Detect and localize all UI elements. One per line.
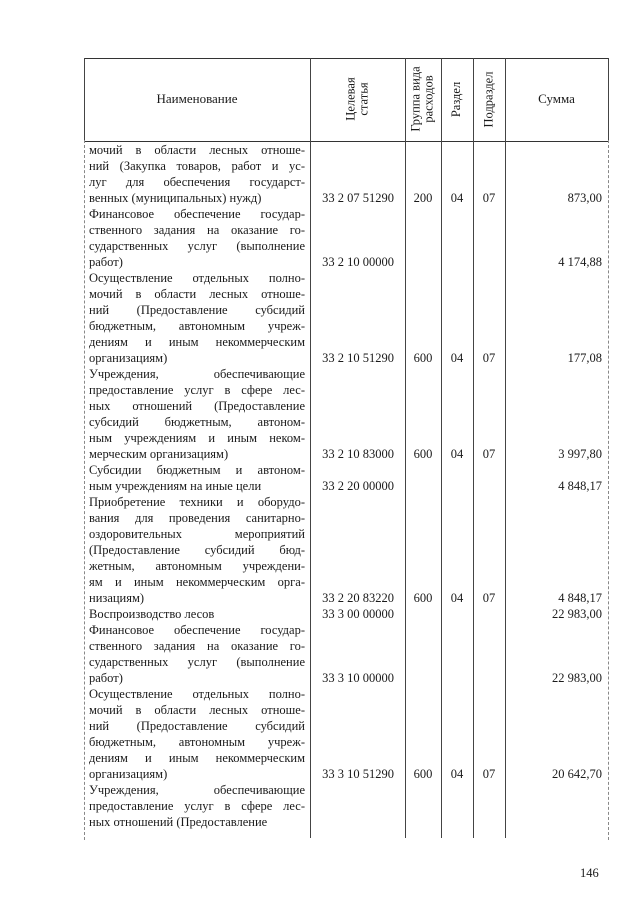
row-amount: 3 997,80 [558, 447, 602, 461]
row-expense-group: 600 [413, 447, 433, 461]
row-target-article: 33 3 10 51290 [322, 767, 394, 781]
row-subsection: 07 [482, 767, 496, 781]
page-number: 146 [580, 866, 599, 880]
row-target-article: 33 2 20 83220 [322, 591, 394, 605]
row-section: 04 [450, 591, 464, 605]
row-name-line: субсидий бюджетным, автоном- [89, 415, 305, 429]
row-name-line: мочий в области лесных отноше- [89, 143, 305, 157]
left-edge [84, 140, 85, 840]
row-name-line: Приобретение техники и оборудо- [89, 495, 305, 509]
row-amount: 4 174,88 [558, 255, 602, 269]
header-target-article: Целевая статья [343, 77, 371, 121]
row-subsection: 07 [482, 447, 496, 461]
row-amount: 177,08 [567, 351, 602, 365]
row-name-line: дениям и иным некоммерческим [89, 335, 305, 349]
row-name-line: ний (Предоставление субсидий [89, 303, 305, 317]
row-subsection: 07 [482, 591, 496, 605]
row-name-line: дениям и иным некоммерческим [89, 751, 305, 765]
row-name-line: ственного задания на оказание го- [89, 639, 305, 653]
row-amount: 20 642,70 [552, 767, 602, 781]
row-target-article: 33 2 07 51290 [322, 191, 394, 205]
row-section: 04 [450, 351, 464, 365]
right-edge [608, 140, 609, 840]
row-name-line: предоставление услуг в сфере лес- [89, 383, 305, 397]
row-section: 04 [450, 191, 464, 205]
row-name-line: жетным, автономным учреждени- [89, 559, 305, 573]
row-target-article: 33 2 20 00000 [322, 479, 394, 493]
row-section: 04 [450, 447, 464, 461]
row-name-line: Осуществление отдельных полно- [89, 687, 305, 701]
row-name-line: Финансовое обеспечение государ- [89, 623, 305, 637]
row-target-article: 33 2 10 00000 [322, 255, 394, 269]
row-name-line: работ) [89, 671, 123, 685]
row-name-line: ных отношений (Предоставление [89, 815, 268, 829]
row-name-line: ям и иным некоммерческим орга- [89, 575, 305, 589]
row-name-line: Учреждения, обеспечивающие [89, 783, 305, 797]
row-amount: 4 848,17 [558, 479, 602, 493]
row-name-line: ственного задания на оказание го- [89, 223, 305, 237]
row-expense-group: 200 [413, 191, 433, 205]
header-section: Раздел [449, 81, 464, 117]
row-name-line: луг для обеспечения государст- [89, 175, 305, 189]
row-target-article: 33 2 10 83000 [322, 447, 394, 461]
row-subsection: 07 [482, 351, 496, 365]
row-target-article: 33 2 10 51290 [322, 351, 394, 365]
row-amount: 22 983,00 [552, 671, 602, 685]
row-name-line: мерческим организациям) [89, 447, 229, 461]
row-name-line: работ) [89, 255, 123, 269]
row-name-line: Финансовое обеспечение государ- [89, 207, 305, 221]
row-name-line: Субсидии бюджетным и автоном- [89, 463, 305, 477]
row-name-line: Осуществление отдельных полно- [89, 271, 305, 285]
row-name-line: Учреждения, обеспечивающие [89, 367, 305, 381]
col-divider [310, 58, 311, 838]
row-amount: 873,00 [567, 191, 602, 205]
row-name-line: бюджетным, автономным учреж- [89, 735, 305, 749]
row-subsection: 07 [482, 191, 496, 205]
row-amount: 4 848,17 [558, 591, 602, 605]
header-amount: Сумма [538, 91, 575, 106]
row-name-line: сударственных услуг (выполнение [89, 239, 305, 253]
row-name-line: ний (Закупка товаров, работ и ус- [89, 159, 305, 173]
header-subsection: Подраздел [481, 71, 496, 127]
row-expense-group: 600 [413, 591, 433, 605]
row-name-line: низациям) [89, 591, 145, 605]
row-name-line: ных отношений (Предоставление [89, 399, 305, 413]
col-divider [608, 58, 609, 140]
row-name-line: ным учреждениям и иным неком- [89, 431, 305, 445]
row-name-line: венных (муниципальных) нужд) [89, 191, 262, 205]
row-name-line: мочий в области лесных отноше- [89, 703, 305, 717]
row-section: 04 [450, 767, 464, 781]
row-target-article: 33 3 00 00000 [322, 607, 394, 621]
row-expense-group: 600 [413, 767, 433, 781]
row-name-line: оздоровительных мероприятий [89, 527, 305, 541]
row-name-line: сударственных услуг (выполнение [89, 655, 305, 669]
header-expense-group: Группа вида расходов [409, 66, 437, 132]
row-amount: 22 983,00 [552, 607, 602, 621]
row-name-line: вания для проведения санитарно- [89, 511, 305, 525]
row-name-line: организациям) [89, 351, 168, 365]
row-name-line: ным учреждениям на иные цели [89, 479, 262, 493]
row-name-line: Воспроизводство лесов [89, 607, 215, 621]
row-name-line: организациям) [89, 767, 168, 781]
row-name-line: бюджетным, автономным учреж- [89, 319, 305, 333]
header-name: Наименование [156, 91, 238, 106]
row-name-line: предоставление услуг в сфере лес- [89, 799, 305, 813]
row-name-line: ний (Предоставление субсидий [89, 719, 305, 733]
row-expense-group: 600 [413, 351, 433, 365]
row-name-line: мочий в области лесных отноше- [89, 287, 305, 301]
row-name-line: (Предоставление субсидий бюд- [89, 543, 305, 557]
row-target-article: 33 3 10 00000 [322, 671, 394, 685]
